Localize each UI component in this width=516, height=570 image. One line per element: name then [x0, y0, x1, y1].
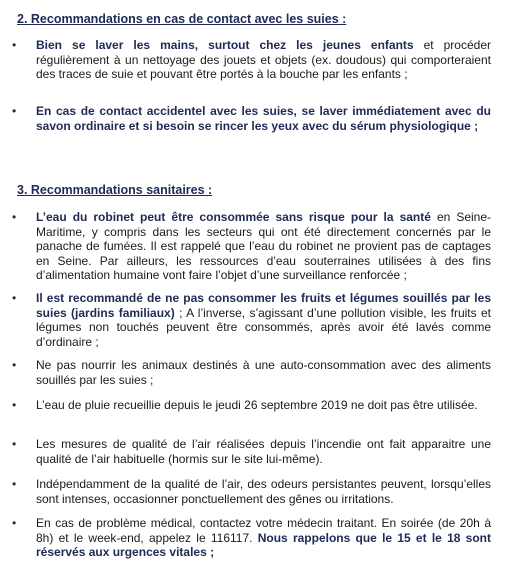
list-item	[12, 210, 492, 283]
section-3-heading: 3. Recommandations sanitaires :	[17, 183, 213, 197]
bullet-icon: •	[12, 104, 17, 118]
list-item	[12, 291, 491, 349]
section-2-heading: 2. Recommandations en cas de contact avec les suies :	[17, 12, 347, 26]
bullet-icon: •	[12, 516, 17, 530]
item-text: Indépendamment de la qualité de l’air, des odeurs persistantes peuvent, lorsqu’elles sont intenses, occasionner ponctuellement des gênes ou irritations.	[36, 477, 491, 506]
list-item	[12, 398, 491, 413]
list-item	[12, 477, 491, 506]
bullet-icon: •	[12, 210, 17, 224]
item-bold-text: Nous rappelons que le 15 et le 18 sont réservés aux urgences vitales ;	[36, 530, 491, 560]
bullet-icon: •	[12, 477, 17, 491]
item-text: et procéder régulièrement à un nettoyage des jouets et objets (ex. doudous) qui comporteraient des traces de suie et pouvant être portés à la bouche par les enfants ;	[36, 38, 491, 82]
item-bold-text: L’eau du robinet peut être consommée sans risque pour la santé	[36, 210, 431, 224]
item-text: En cas de problème médical, contactez votre médecin traitant. En soirée (de 20h à 8h) et le week-end, appelez le 116117.	[36, 516, 491, 545]
item-bold-text: En cas de contact accidentel avec les suies, se laver immédiatement avec du savon ordinaire et si besoin se rincer les yeux avec du sérum physiologique ;	[36, 104, 491, 133]
bullet-icon: •	[12, 38, 17, 52]
bullet-icon: •	[12, 437, 17, 451]
list-item	[12, 437, 491, 466]
bullet-icon: •	[12, 291, 17, 305]
item-text: ; A l’inverse, s’agissant d’une pollution visible, les fruits et légumes non touchés peuvent être consommés, après avoir été lavés comme d’ordinaire ;	[36, 305, 491, 349]
item-text: Ne pas nourrir les animaux destinés à une auto-consommation avec des aliments souillés par les suies ;	[36, 358, 491, 387]
bullet-icon: •	[12, 358, 17, 372]
item-text: L’eau de pluie recueillie depuis le jeudi 26 septembre 2019 ne doit pas être utilisée.	[36, 398, 478, 412]
list-item	[12, 516, 491, 560]
item-bold-text: Il est recommandé de ne pas consommer les fruits et légumes souillés par les suies (jardins familiaux)	[36, 291, 491, 320]
list-item	[12, 358, 491, 387]
item-text: en Seine-Maritime, y compris dans les secteurs qui ont été directement concernés par le panache de fumées. Il est rappelé que l’eau du robinet ne provient pas de captages en Seine. Par ailleurs, les ressources d’eau souterraines utilisées à des fins d’alimentation humaine vont faire l’objet d’une surveillance renforcée ;	[36, 210, 492, 283]
item-text: Les mesures de qualité de l’air réalisées depuis l’incendie ont fait apparaitre une qualité de l’air habituelle (hormis sur le site lui-même).	[36, 437, 491, 466]
bullet-icon: •	[12, 398, 17, 412]
item-bold-text: Bien se laver les mains, surtout chez les jeunes enfants	[36, 38, 414, 52]
list-item	[12, 38, 491, 82]
list-item	[12, 104, 491, 133]
